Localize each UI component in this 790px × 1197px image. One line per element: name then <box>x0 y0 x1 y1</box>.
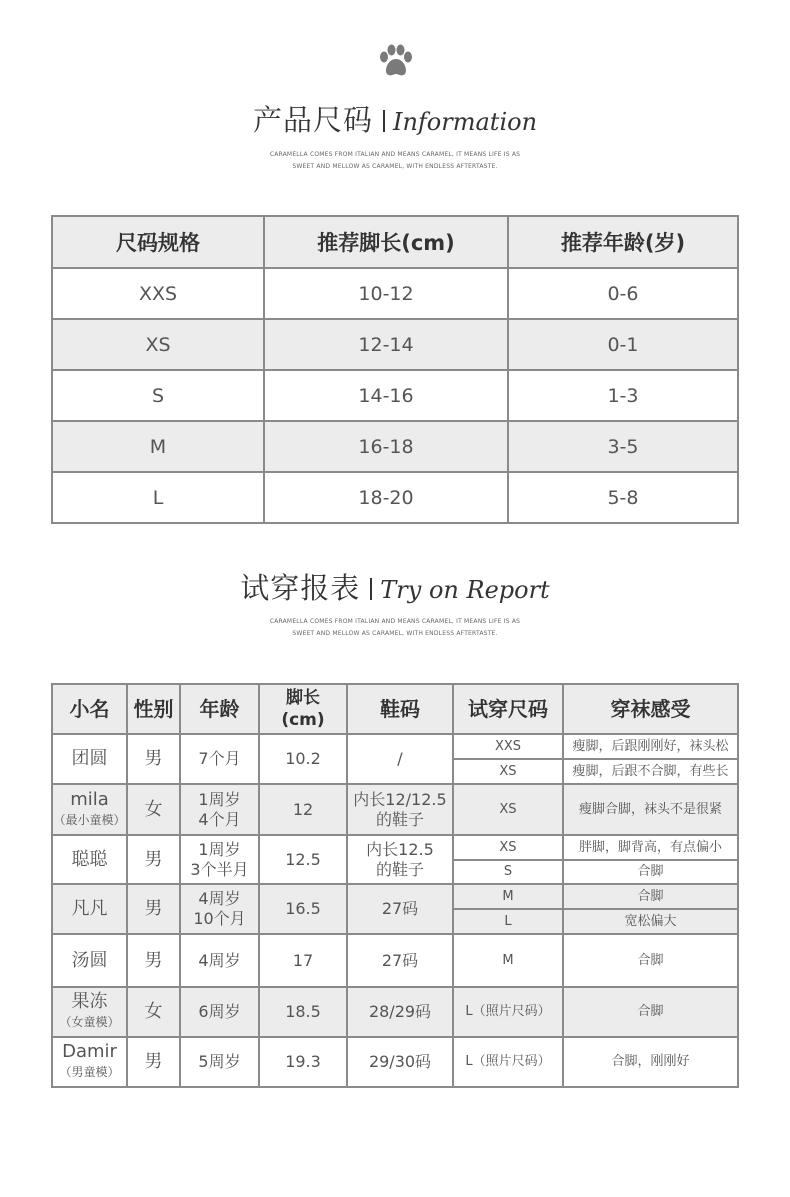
table-header-row <box>52 216 738 268</box>
table-cell: 12 <box>259 784 347 835</box>
table-cell: 男 <box>127 884 180 934</box>
table-cell: L（照片尺码） <box>453 1037 563 1087</box>
column-header: 推荐脚长(cm) <box>264 216 508 268</box>
shoe-line: 的鞋子 <box>375 809 424 829</box>
table-cell: 10.2 <box>259 734 347 784</box>
table-row <box>52 934 738 987</box>
table-cell: 瘦脚，后跟刚刚好，袜头松 <box>563 734 738 759</box>
table-cell <box>347 784 453 835</box>
try-on-report-table <box>51 683 739 1088</box>
section-title-en: Information <box>392 108 538 136</box>
table-cell: 12.5 <box>259 835 347 884</box>
table-cell: 胖脚，脚背高，有点偏小 <box>563 835 738 860</box>
column-header-line: (cm) <box>281 710 325 730</box>
table-cell: 14-16 <box>264 370 508 421</box>
title-divider <box>383 110 385 132</box>
column-header: 推荐年龄(岁) <box>508 216 738 268</box>
table-cell <box>52 1037 127 1087</box>
age-line: 4个月 <box>198 809 241 829</box>
section-title-report <box>0 566 790 607</box>
table-cell: 16.5 <box>259 884 347 934</box>
table-cell: M <box>453 884 563 909</box>
table-header-row <box>52 684 738 734</box>
table-cell: 合脚，刚刚好 <box>563 1037 738 1087</box>
section-title-en: Try on Report <box>380 576 550 604</box>
table-cell: L（照片尺码） <box>453 987 563 1037</box>
name-note: （男童模） <box>59 1065 120 1079</box>
name-text: 果冻 <box>71 991 108 1012</box>
table-row <box>52 370 738 421</box>
table-cell: XXS <box>52 268 264 319</box>
table-cell: 男 <box>127 734 180 784</box>
table-row <box>52 1037 738 1087</box>
section-subtitle <box>0 616 790 640</box>
age-line: 1周岁 <box>198 789 241 809</box>
table-cell: 29/30码 <box>347 1037 453 1087</box>
table-cell: 合脚 <box>563 987 738 1037</box>
shoe-line: 内长12/12.5 <box>353 789 447 809</box>
table-cell <box>180 884 259 934</box>
name-note: （女童模） <box>59 1015 120 1029</box>
table-cell: XS <box>52 319 264 370</box>
table-cell: 合脚 <box>563 860 738 884</box>
table-cell: L <box>453 909 563 934</box>
table-cell: 3-5 <box>508 421 738 472</box>
section-subtitle <box>0 149 790 173</box>
table-cell: 18-20 <box>264 472 508 523</box>
column-header: 小名 <box>52 684 127 734</box>
column-header: 鞋码 <box>347 684 453 734</box>
table-cell: 女 <box>127 987 180 1037</box>
shoe-line: 的鞋子 <box>375 859 424 879</box>
table-cell: 合脚 <box>563 934 738 987</box>
column-header-line: 脚长 <box>286 688 320 708</box>
table-cell <box>52 987 127 1037</box>
column-header: 性别 <box>127 684 180 734</box>
column-header: 年龄 <box>180 684 259 734</box>
table-cell: 瘦脚，后跟不合脚，有些长 <box>563 759 738 784</box>
age-line: 10个月 <box>193 909 246 928</box>
table-row <box>52 987 738 1037</box>
section-title-cn: 产品尺码 <box>252 103 373 137</box>
table-cell: S <box>52 370 264 421</box>
table-cell: XS <box>453 759 563 784</box>
table-cell: 27码 <box>347 934 453 987</box>
table-row <box>52 734 738 759</box>
table-cell: 合脚 <box>563 884 738 909</box>
table-cell: 0-1 <box>508 319 738 370</box>
table-row <box>52 268 738 319</box>
table-cell: 12-14 <box>264 319 508 370</box>
age-line: 1周岁 <box>198 839 241 859</box>
name-text: mila <box>70 788 109 810</box>
column-header: 尺码规格 <box>52 216 264 268</box>
table-cell: 18.5 <box>259 987 347 1037</box>
name-text: Damir <box>62 1041 117 1062</box>
column-header: 穿袜感受 <box>563 684 738 734</box>
table-cell: 16-18 <box>264 421 508 472</box>
age-line: 3个半月 <box>190 859 249 879</box>
table-cell: 宽松偏大 <box>563 909 738 934</box>
column-header: 试穿尺码 <box>453 684 563 734</box>
table-cell: 17 <box>259 934 347 987</box>
table-cell: 28/29码 <box>347 987 453 1037</box>
table-cell: 瘦脚合脚，袜头不是很紧 <box>563 784 738 835</box>
table-cell: 7个月 <box>180 734 259 784</box>
table-row <box>52 421 738 472</box>
table-cell: 团圆 <box>52 734 127 784</box>
table-cell: 凡凡 <box>52 884 127 934</box>
table-cell <box>52 784 127 835</box>
table-cell: S <box>453 860 563 884</box>
table-cell: 10-12 <box>264 268 508 319</box>
table-cell: M <box>453 934 563 987</box>
table-cell: / <box>347 734 453 784</box>
table-row <box>52 835 738 860</box>
table-cell: 男 <box>127 835 180 884</box>
table-cell: M <box>52 421 264 472</box>
subtitle-line: CARAMELLA COMES FROM ITALIAN AND MEANS CARAMEL, IT MEANS LIFE IS AS <box>269 618 521 625</box>
section-title-information <box>0 98 790 139</box>
table-cell: XXS <box>453 734 563 759</box>
name-note: （最小童模） <box>53 812 126 827</box>
table-row <box>52 319 738 370</box>
table-cell: 6周岁 <box>180 987 259 1037</box>
subtitle-line: SWEET AND MELLOW AS CARAMEL, WITH ENDLESS AFTERTASTE. <box>292 163 498 170</box>
table-cell: 女 <box>127 784 180 835</box>
table-cell: 27码 <box>347 884 453 934</box>
table-cell: 5-8 <box>508 472 738 523</box>
table-row <box>52 472 738 523</box>
table-cell <box>180 835 259 884</box>
table-cell <box>180 784 259 835</box>
paw-print-icon <box>376 42 416 82</box>
table-row <box>52 784 738 835</box>
section-title-cn: 试穿报表 <box>240 571 361 605</box>
shoe-line: 内长12.5 <box>366 839 434 859</box>
table-cell: 男 <box>127 934 180 987</box>
table-row <box>52 884 738 909</box>
table-cell: 汤圆 <box>52 934 127 987</box>
size-table <box>51 215 739 524</box>
table-cell: 19.3 <box>259 1037 347 1087</box>
table-cell: 5周岁 <box>180 1037 259 1087</box>
table-cell: XS <box>453 784 563 835</box>
age-line: 4周岁 <box>198 889 241 908</box>
table-cell: XS <box>453 835 563 860</box>
table-cell: 男 <box>127 1037 180 1087</box>
table-cell: 聪聪 <box>52 835 127 884</box>
table-cell: 1-3 <box>508 370 738 421</box>
column-header <box>259 684 347 734</box>
subtitle-line: CARAMELLA COMES FROM ITALIAN AND MEANS CARAMEL, IT MEANS LIFE IS AS <box>269 151 521 158</box>
subtitle-line: SWEET AND MELLOW AS CARAMEL, WITH ENDLESS AFTERTASTE. <box>292 630 498 637</box>
table-cell: L <box>52 472 264 523</box>
table-cell: 4周岁 <box>180 934 259 987</box>
title-divider <box>370 578 372 600</box>
table-cell <box>347 835 453 884</box>
table-cell: 0-6 <box>508 268 738 319</box>
